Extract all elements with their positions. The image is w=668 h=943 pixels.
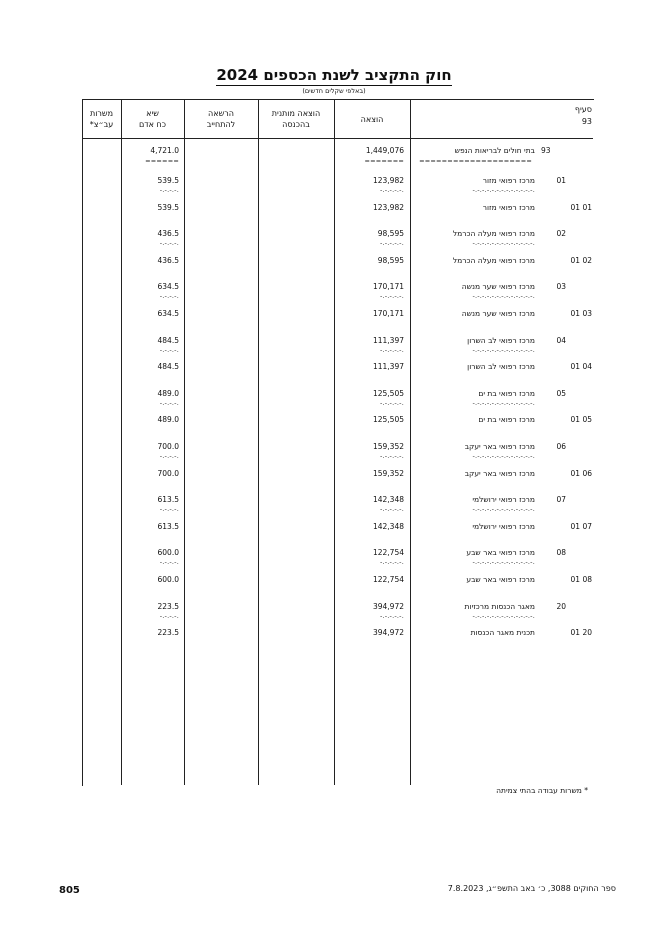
row-manpower: 436.5 bbox=[157, 255, 179, 265]
row-name-underline: -.-.-.-.-.-.-.-.-.-.-.-.-. bbox=[472, 398, 535, 407]
row-expense: 125,505 bbox=[372, 415, 404, 425]
footnote: * משרות עבודה בהתי צמיתה bbox=[496, 786, 588, 795]
row-name: מרכז רפואי שער מנשה bbox=[461, 309, 535, 318]
row-name: מרכז רפואי לב השרון bbox=[467, 335, 535, 345]
row-expense-underline: -.-.-.-.-. bbox=[379, 239, 404, 248]
total-name: בתי חולים לבריאות הנפש bbox=[454, 146, 535, 155]
column-divider bbox=[410, 99, 411, 785]
total-expense-underline: ======= bbox=[364, 157, 404, 165]
row-name: מרכז רפואי מעלה הכרמל bbox=[452, 229, 535, 239]
row-name-underline: -.-.-.-.-.-.-.-.-.-.-.-.-. bbox=[472, 505, 535, 514]
row-code: 01 01 bbox=[570, 202, 592, 212]
row-expense-underline: -.-.-.-.-. bbox=[379, 611, 404, 620]
row-name-underline: -.-.-.-.-.-.-.-.-.-.-.-.-. bbox=[472, 292, 535, 301]
row-manpower-underline: -.-.-.-. bbox=[159, 558, 179, 567]
row-name-underline: -.-.-.-.-.-.-.-.-.-.-.-.-. bbox=[472, 345, 535, 354]
total-manpower-underline: ====== bbox=[145, 157, 179, 165]
row-expense: 125,505 bbox=[372, 388, 404, 398]
total-expense: 1,449,076 bbox=[365, 146, 404, 155]
row-manpower: 484.5 bbox=[157, 362, 179, 372]
column-divider bbox=[334, 99, 335, 785]
row-expense: 142,348 bbox=[372, 521, 404, 531]
row-name: תכנית מאגר הכנסות bbox=[470, 628, 535, 638]
document-title: חוק התקציב לשנת הכספים 2024 bbox=[216, 66, 452, 84]
row-expense: 159,352 bbox=[372, 468, 404, 478]
total-manpower: 4,721.0 bbox=[150, 146, 179, 155]
row-expense: 111,397 bbox=[372, 335, 404, 345]
row-code: 08 bbox=[556, 548, 566, 558]
header-positions: משרות עב״צ* bbox=[89, 109, 114, 129]
column-divider bbox=[184, 99, 185, 785]
row-manpower: 700.0 bbox=[157, 468, 179, 478]
row-code: 01 02 bbox=[570, 255, 592, 265]
document-subtitle: (באלפי שקלים חדשים) bbox=[302, 87, 366, 95]
row-expense: 111,397 bbox=[372, 362, 404, 372]
column-divider bbox=[258, 99, 259, 785]
page-number: 805 bbox=[59, 885, 80, 896]
row-name: מרכז רפואי בת ים bbox=[478, 415, 535, 425]
row-name: מרכז רפואי מזור bbox=[482, 202, 535, 212]
row-manpower: 634.5 bbox=[157, 309, 179, 318]
row-code: 06 bbox=[556, 442, 566, 451]
row-manpower-underline: -.-.-.-. bbox=[159, 292, 179, 301]
row-code: 05 bbox=[556, 388, 566, 398]
row-expense-underline: -.-.-.-.-. bbox=[379, 452, 404, 460]
row-name-underline: -.-.-.-.-.-.-.-.-.-.-.-.-. bbox=[472, 452, 535, 460]
row-expense: 159,352 bbox=[372, 442, 404, 451]
row-manpower-underline: -.-.-.-. bbox=[159, 505, 179, 514]
row-manpower: 489.0 bbox=[157, 388, 179, 398]
row-expense: 142,348 bbox=[372, 495, 404, 505]
header-expense: הוצאה bbox=[360, 115, 384, 124]
row-manpower: 539.5 bbox=[157, 202, 179, 212]
row-expense: 394,972 bbox=[372, 601, 404, 611]
row-code: 04 bbox=[556, 335, 566, 345]
row-name: מרכז רפואי לב השרון bbox=[467, 362, 535, 372]
row-expense-underline: -.-.-.-.-. bbox=[379, 398, 404, 407]
row-name-underline: -.-.-.-.-.-.-.-.-.-.-.-.-. bbox=[472, 611, 535, 620]
row-code: 01 bbox=[556, 176, 566, 185]
column-divider bbox=[121, 99, 122, 785]
row-manpower-underline: -.-.-.-. bbox=[159, 239, 179, 248]
row-name: מאגר הכנסות מרכזיות bbox=[464, 601, 535, 611]
header-section: סעיף 93 bbox=[574, 105, 592, 126]
row-name: מרכז רפואי מזור bbox=[482, 176, 535, 185]
row-code: 03 bbox=[556, 282, 566, 292]
row-code: 01 06 bbox=[570, 468, 592, 478]
row-expense-underline: -.-.-.-.-. bbox=[379, 292, 404, 301]
row-expense: 170,171 bbox=[372, 309, 404, 318]
header-manpower: שיא כח אדם bbox=[138, 109, 167, 129]
row-name-underline: -.-.-.-.-.-.-.-.-.-.-.-.-. bbox=[472, 186, 535, 194]
row-name: מרכז רפואי שער מנשה bbox=[461, 282, 535, 292]
row-manpower: 223.5 bbox=[157, 601, 179, 611]
row-name: מרכז רפואי באר שבע bbox=[466, 548, 535, 558]
row-expense-underline: -.-.-.-.-. bbox=[379, 345, 404, 354]
row-code: 01 20 bbox=[570, 628, 592, 638]
row-manpower: 436.5 bbox=[157, 229, 179, 239]
header-conditional-expense: הוצאה מותנית בהכנסה bbox=[271, 109, 321, 129]
row-name: מרכז רפואי בת ים bbox=[478, 388, 535, 398]
row-expense-underline: -.-.-.-.-. bbox=[379, 558, 404, 567]
publication-info: ספר החוקים 3088, כ׳ באב התשפ״ג, 7.8.2023 bbox=[447, 884, 616, 893]
row-expense: 122,754 bbox=[372, 575, 404, 584]
row-manpower-underline: -.-.-.-. bbox=[159, 186, 179, 194]
row-name: מרכז רפואי באר שבע bbox=[466, 575, 535, 584]
row-manpower: 700.0 bbox=[157, 442, 179, 451]
row-code: 07 bbox=[556, 495, 566, 505]
row-expense: 98,595 bbox=[377, 255, 404, 265]
row-manpower: 600.0 bbox=[157, 575, 179, 584]
row-code: 01 04 bbox=[570, 362, 592, 372]
row-name: מרכז רפואי באר יעקב bbox=[464, 468, 535, 478]
row-code: 01 07 bbox=[570, 521, 592, 531]
header-divider bbox=[82, 138, 593, 139]
row-expense: 98,595 bbox=[377, 229, 404, 239]
row-expense: 394,972 bbox=[372, 628, 404, 638]
row-name: מרכז רפואי ירושלמי bbox=[472, 521, 535, 531]
row-name-underline: -.-.-.-.-.-.-.-.-.-.-.-.-. bbox=[472, 558, 535, 567]
row-manpower: 613.5 bbox=[157, 495, 179, 505]
row-name: מרכז רפואי באר יעקב bbox=[464, 442, 535, 451]
total-name-underline: ==================== bbox=[419, 157, 532, 165]
total-code: 93 bbox=[541, 146, 551, 155]
row-manpower-underline: -.-.-.-. bbox=[159, 611, 179, 620]
row-code: 02 bbox=[556, 229, 566, 239]
row-manpower: 600.0 bbox=[157, 548, 179, 558]
row-manpower-underline: -.-.-.-. bbox=[159, 345, 179, 354]
row-code: 01 05 bbox=[570, 415, 592, 425]
row-expense: 123,982 bbox=[372, 202, 404, 212]
row-expense-underline: -.-.-.-.-. bbox=[379, 186, 404, 194]
row-expense-underline: -.-.-.-.-. bbox=[379, 505, 404, 514]
row-manpower: 613.5 bbox=[157, 521, 179, 531]
row-manpower: 223.5 bbox=[157, 628, 179, 638]
row-manpower: 634.5 bbox=[157, 282, 179, 292]
row-code: 01 08 bbox=[570, 575, 592, 584]
row-name-underline: -.-.-.-.-.-.-.-.-.-.-.-.-. bbox=[472, 239, 535, 248]
row-name: מרכז רפואי מעלה הכרמל bbox=[452, 255, 535, 265]
header-commitment: הרשאה להתחייב bbox=[206, 109, 236, 129]
row-manpower-underline: -.-.-.-. bbox=[159, 452, 179, 460]
row-manpower: 484.5 bbox=[157, 335, 179, 345]
row-manpower: 539.5 bbox=[157, 176, 179, 185]
row-name: מרכז רפואי ירושלמי bbox=[472, 495, 535, 505]
row-code: 20 bbox=[556, 601, 566, 611]
row-code: 01 03 bbox=[570, 309, 592, 318]
row-expense: 123,982 bbox=[372, 176, 404, 185]
row-expense: 170,171 bbox=[372, 282, 404, 292]
row-manpower-underline: -.-.-.-. bbox=[159, 398, 179, 407]
row-expense: 122,754 bbox=[372, 548, 404, 558]
row-manpower: 489.0 bbox=[157, 415, 179, 425]
